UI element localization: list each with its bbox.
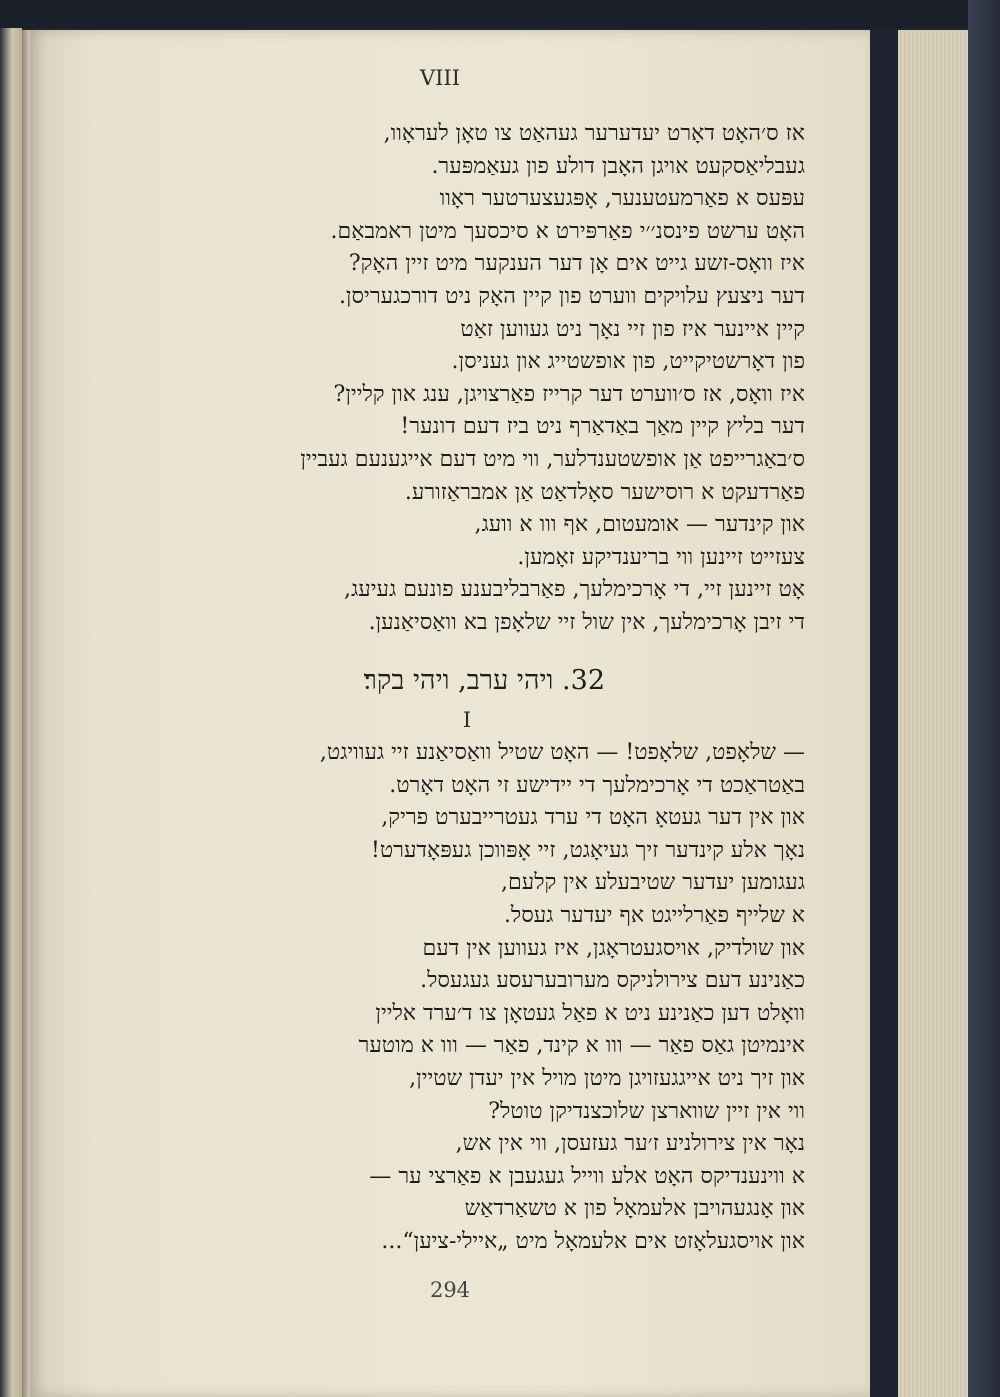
verse-line: צעזייט זיינען ווי בריענדיקע זאָמען. xyxy=(517,544,805,570)
verse-line: ס׳באַגרייפט אַן אופשטענדלער, ווי מיט דעם אייגענעם געביין xyxy=(300,446,805,472)
poem-title: 32. ויהי ערב, ויהי בקר׃ xyxy=(363,665,605,696)
section-number: I xyxy=(462,708,472,732)
verse-line: באַטראַכט די אָרכימלעך די יידישע זי האָט דאָרט. xyxy=(389,772,805,798)
page-stack-edges xyxy=(898,30,968,1397)
verse-line: ווי אין זיין שווארצן שלוכצנדיקן טוטל? xyxy=(488,1098,805,1124)
verse-line: האָט ערשט פינסנ׳׳י פאַרפּירט א סיכסעך מיטן ראמבאַם. xyxy=(330,218,805,244)
verse-line: א ווינענדיקס האָט אלע ווייל געגעבן א פאַרצי ער — xyxy=(369,1163,805,1189)
verse-line: און אין דער געטאָ האָט די ערד געטרייבערט פריק, xyxy=(381,805,805,831)
book-binding-left xyxy=(0,28,22,1397)
book-cover-right xyxy=(968,0,1000,1397)
verse-line: פאַרדעקט א רוסישער סאָלדאַט אַן אמבראַזורע. xyxy=(404,479,805,505)
verse-line: די זיבן אָרכימלעך, אין שול זיי שלאָפן בא וואַסיאַנען. xyxy=(368,609,805,635)
verse-line: נאָר אין צירולניע ז׳ער געזעסן, ווי אין אש, xyxy=(455,1131,805,1157)
verse-line: און אויסגעלאָזט אים אלעמאָל מיט „איילי-ציען“... xyxy=(381,1228,805,1254)
verse-line: איז וואָס, אז ס׳ווערט דער קרייז פאַרצויגן, ענג און קליין? xyxy=(333,381,805,407)
verse-line: און זיך ניט אייגגעזויגן מיטן מויל אין יעדן שטיין, xyxy=(409,1065,805,1091)
stanza-bottom xyxy=(195,737,805,1259)
section-running-head: VIII xyxy=(419,66,461,90)
verse-line: איז וואָס-זשע גייט אים אָן דער הענקער מיט זיין האָק? xyxy=(348,251,805,277)
book-cover-top xyxy=(0,0,1000,28)
verse-line: וואָלט דען כאַנינע ניט א פאַל געטאָן צו ד׳ערד אליין xyxy=(375,1000,805,1026)
verse-line: עפּעס א פאַרמעטענער, אָפּגעצערטער ראָוו xyxy=(439,186,805,212)
verse-line: געבליאַסקעט אויגן האָבן דולע פון געאַמפּער. xyxy=(431,153,805,179)
page-number: 294 xyxy=(429,1278,471,1302)
verse-line: כאַנינע דעם צירולניקס מערובערעסע געגעסל. xyxy=(420,968,805,994)
verse-line: נאָך אלע קינדער זיך געיאָגט, זיי אָפּווכן געפּאָדערט! xyxy=(371,837,805,863)
verse-line: געגומען יעדער שטיבעלע אין קלעם, xyxy=(501,870,805,896)
verse-line: און קינדער — אומעטום, אף ווו א וועג, xyxy=(474,512,805,538)
verse-line: און אָנגעהויבן אלעמאָל פון א טשאַרדאַש xyxy=(464,1196,805,1222)
verse-line: — שלאָפט, שלאָפט! — האָט שטיל וואַסיאַנע זיי געוויגט, xyxy=(319,740,805,765)
verse-line: אז ס׳האָט דאָרט יעדערער געהאַט צו טאָן לעראָוו, xyxy=(383,121,805,146)
verse-line: קיין איינער איז פון זיי נאָך ניט געווען זאַט xyxy=(460,316,805,342)
verse-line: א שלייף פאַרלייגט אף יעדער געסל. xyxy=(503,902,805,928)
verse-line: אָט זיינען זיי, די אָרכימלעך, פאַרבליבענע פונעם געיעג, xyxy=(344,577,805,603)
verse-line: דער בליץ קיין מאַך באַדאַרף ניט ביז דעם דונער! xyxy=(400,414,805,440)
verse-line: פון דאָרשטיקייט, פון אופשטייג און געניסן. xyxy=(451,349,805,375)
verse-line: און שולדיק, אויסגעטראָגן, איז געווען אין דעם xyxy=(422,935,805,961)
verse-line: אינמיטן גאַס פאַר — ווו א קינד, פאַר — ווו א מוטער xyxy=(358,1033,805,1059)
stanza-top xyxy=(195,118,805,640)
verse-line: דער ניצעץ עלויקים ווערט פון קיין האָק ניט דורכגעריסן. xyxy=(338,283,805,309)
